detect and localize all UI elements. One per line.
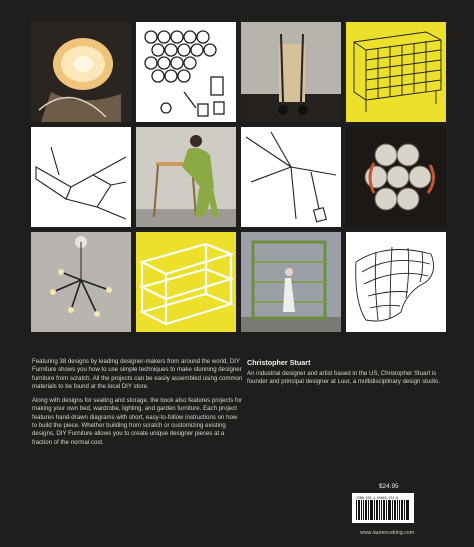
description-paragraph-1: Featuring 38 designs by leading designer-makers from around the world, DIY Furniture shows you how to use simple techniques to make stunning designer furniture from scratch. All the projects can be easily assembled using common materials to be found at the local DIY store. [32,358,243,390]
bench-frame-drawing [136,232,236,332]
hand-truck-photo [241,22,341,122]
isbn-text: ISBN 978-1-85669-752-8 [356,496,399,500]
tube-shelf-drawing [136,22,236,122]
price: $24.95 [379,483,399,490]
publisher-website: www.laurenceking.com [360,530,415,536]
garden-frame-photo [241,232,341,332]
author-bio: An industrial designer and artist based in the US, Christopher Stuart is founder and principal designer at Luur, a multidisciplinary design studio. [247,370,441,386]
curved-chair-drawing [346,232,446,332]
description-paragraph-2: Along with designs for seating and storage, the book also features projects for making your own bed, wardrobe, lighting, and garden furniture. Each project features hand-drawn diagrams with short, easy-to-follow instructions on how to build the piece. Whether building from scratch or customizing existing designs, DIY Furniture allows you to create unique designer pieces at a fraction of the normal cost. [32,397,243,446]
angular-frame-drawing [31,127,131,227]
tube-rack-photo [346,127,446,227]
grid-crate-drawing [346,22,446,122]
author-name: Christopher Stuart [247,358,311,367]
man-building-photo [136,127,236,227]
photo-grid [31,22,449,340]
book-description [32,358,244,453]
rod-structure-drawing [241,127,341,227]
pendant-light-photo [31,232,131,332]
lamp-photo [31,22,131,122]
author-section [247,358,447,387]
